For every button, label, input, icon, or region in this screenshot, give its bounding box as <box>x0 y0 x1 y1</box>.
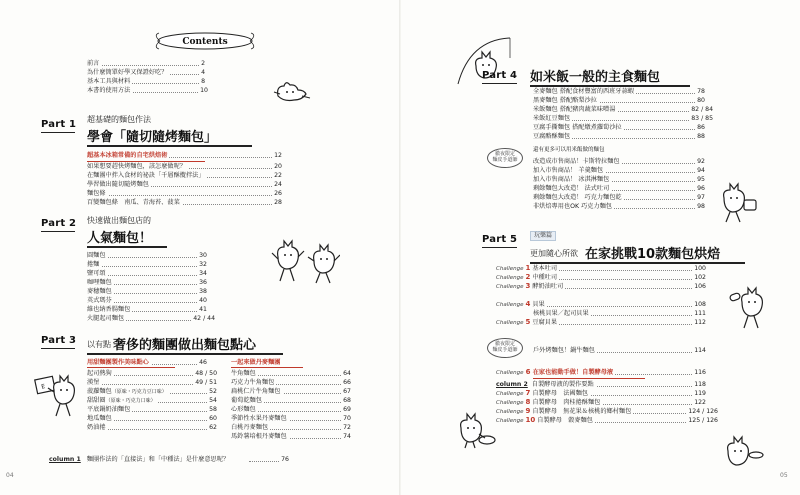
part2-entry[interactable]: 鹽可頌 34 <box>87 270 207 277</box>
part4-arrange-entry[interactable]: 加入市售商品！ 羊羹麵包 94 <box>533 167 705 174</box>
part2-label: Part 2 <box>41 218 77 229</box>
cat-rolling-dough-illustration <box>728 280 778 330</box>
challenge-entry[interactable]: Challenge 10 自製酵母 穀麥麵包 125 / 126 <box>496 416 718 424</box>
part1-title: 學會「隨切隨烤麵包」 <box>87 130 218 145</box>
intro-entry[interactable]: 前言 2 <box>87 60 205 67</box>
part2-entry[interactable]: 英式瑪芬 40 <box>87 297 207 304</box>
intro-entry[interactable]: 為什麼簡單好學又保證好吃？ 4 <box>87 69 205 76</box>
challenge-entry[interactable]: Challenge 4 貝果 108 <box>496 300 706 308</box>
part2-entry[interactable]: 捲麵 32 <box>87 261 207 268</box>
part3-right-entry[interactable]: 季節性水果丹麥麵包 70 <box>231 415 351 422</box>
challenge-entry[interactable]: Challenge 3 酵奶油吐司 106 <box>496 282 706 290</box>
page-fold <box>399 0 401 495</box>
part5-tag: 玩樂篇 <box>530 231 556 241</box>
part3-left-heading[interactable]: 用甜麵團製作美味點心 46 <box>87 359 207 366</box>
challenge-entry[interactable]: 核桃貝果／起司貝果 111 <box>533 310 706 317</box>
right-page-number: 05 <box>780 472 788 479</box>
part2-entry[interactable]: 咖哩麵包 36 <box>87 279 207 286</box>
part4-entry[interactable]: 豆腐酪酥麵包 88 <box>533 133 705 140</box>
part3-left-entry[interactable]: 起司熱狗 48 / 50 <box>87 370 217 377</box>
part4-title: 如米飯一般的主食麵包 <box>530 70 661 85</box>
cat-illustration <box>272 78 312 104</box>
part5-label: Part 5 <box>482 234 518 245</box>
part2-entry[interactable]: 火腿起司麵包 42 / 44 <box>87 315 215 322</box>
part3-right-entry[interactable]: 巧克力牛角麵包 66 <box>231 379 351 386</box>
part3-right-entry[interactable]: 牛角麵包 64 <box>231 370 351 377</box>
part1-red-heading[interactable]: 超基本冰箱常備的自宅烘焙術 12 <box>87 152 282 159</box>
challenge-entry[interactable]: Challenge 8 自製酵母 肉桂捲酥麵包 122 <box>496 398 706 406</box>
part4-entry[interactable]: 米飯麵包 搭配豬肉蔬菜味噌湯 82 / 84 <box>533 106 713 113</box>
part4-arrange-entry[interactable]: 剩餘麵包大改造！ 巧克力麵包乾 97 <box>533 194 705 201</box>
challenge-entry[interactable]: Challenge 5 豆腐貝果 112 <box>496 318 706 326</box>
challenge-entry[interactable]: Challenge 7 自製酵母 法國麵包 119 <box>496 389 706 397</box>
part1-title-rule <box>87 145 252 147</box>
challenge-red-underline <box>533 378 645 379</box>
part3-left-entry[interactable]: 漢堡 49 / 51 <box>87 379 217 386</box>
part3-right-entry[interactable]: 扁桃仁片牛角麵包 67 <box>231 388 351 395</box>
part3-left-entry[interactable]: 奶油捲 62 <box>87 424 217 431</box>
part4-entry[interactable]: 黑麥麵包 搭配酪梨沙拉 80 <box>533 97 705 104</box>
left-page-number: 04 <box>6 472 14 479</box>
column1-entry[interactable]: column 1 麵團作法的「直接法」和「中種法」是什麼意思呢？ 76 <box>49 456 289 463</box>
part2-entry[interactable]: 維也納香腸麵包 41 <box>87 306 207 313</box>
part2-entry[interactable]: 麥穗麵包 38 <box>87 288 207 295</box>
part5-badge: 徹夜限定 麵皮手道師 <box>487 338 523 358</box>
column1-label: column 1 <box>49 456 81 463</box>
column2-label: column 2 <box>496 381 528 388</box>
challenge-entry[interactable]: Challenge 9 自製酵母 無花果＆核桃的鄉村麵包 124 / 126 <box>496 407 718 415</box>
part1-rule <box>41 132 75 133</box>
part3-left-entry[interactable]: 菠蘿麵包（原味・巧克力豆口味） 52 <box>87 388 217 395</box>
part1-entry[interactable]: 麵包條 26 <box>87 190 282 197</box>
cat-cooking-illustration <box>455 410 497 450</box>
part2-title: 人氣麵包！ <box>87 231 153 246</box>
part3-title: 奢侈的麵團做出麵包點心 <box>113 338 257 353</box>
part1-entry[interactable]: 學習做出隨切隨烤麵包 24 <box>87 181 282 188</box>
column2-entry[interactable]: column 2 自製酵母液的製作要點 118 <box>496 381 706 388</box>
svg-text:E: E <box>40 383 46 391</box>
part1-entry[interactable]: 在麵團中拌入食材的祕訣「千層酥攪拌法」 22 <box>87 172 282 179</box>
intro-entry[interactable]: 本書的使用方法 10 <box>87 87 208 94</box>
part3-right-underline <box>231 367 303 368</box>
part3-left-entry[interactable]: 甜甜圈（原味・巧克力口味） 54 <box>87 397 217 404</box>
part3-left-underline <box>87 367 175 368</box>
part3-label: Part 3 <box>41 335 77 346</box>
intro-entry[interactable]: 基本工具與材料 8 <box>87 78 205 85</box>
part3-right-entry[interactable]: 葡萄乾麵包 68 <box>231 397 351 404</box>
part3-right-entry[interactable]: 白桃丹麥麵包 72 <box>231 424 351 431</box>
challenge-entry-red[interactable]: Challenge 6 在家也能動手做！自製酵母液 116 <box>496 368 706 376</box>
part1-subtitle: 超基礎的麵包作法 <box>87 115 151 124</box>
contents-title-badge <box>155 31 255 51</box>
part3-title-prefix: 以有點 <box>87 340 111 349</box>
part2-title-rule <box>87 246 167 248</box>
part1-entry[interactable]: 百變麵包條 南瓜、青海苔、菠菜 28 <box>87 199 282 206</box>
part5-rule <box>482 247 517 248</box>
contents-title: Contents <box>182 37 228 47</box>
part1-label: Part 1 <box>41 119 77 130</box>
part3-left-entry[interactable]: 地瓜麵包 60 <box>87 415 217 422</box>
part3-title-rule <box>87 353 283 355</box>
part4-arrange-entry[interactable]: 剩餘麵包大改造！ 法式吐司 96 <box>533 185 705 192</box>
part4-label: Part 4 <box>482 70 518 81</box>
part3-right-entry[interactable]: 心形麵包 69 <box>231 406 351 413</box>
cat-with-basket-illustration <box>718 180 758 224</box>
part2-entry[interactable]: 圓麵包 30 <box>87 252 207 259</box>
part4-entry[interactable]: 米飯紅豆麵包 83 / 85 <box>533 115 713 122</box>
part4-arrange-entry[interactable]: 加入市售商品！ 冰淇淋麵包 95 <box>533 176 705 183</box>
part4-entry[interactable]: 豆腐手撕麵包 搭配燉煮蘿蔔沙拉 86 <box>533 124 705 131</box>
part2-rule <box>41 231 75 232</box>
part3-left-entry[interactable]: 平底鍋奶油麵包 58 <box>87 406 217 413</box>
part5-title-prefix: 更加隨心所欲 <box>530 249 578 258</box>
cat-with-sign-illustration <box>32 370 78 418</box>
part1-entry[interactable]: 如果想要趕快烤麵包，該怎麼做呢？ 20 <box>87 163 282 170</box>
challenge-entry[interactable]: 戶外烤麵包！鍋牛麵包 114 <box>533 347 706 354</box>
part3-right-heading[interactable]: 一起來做丹麥麵團 <box>231 359 281 366</box>
part4-entry[interactable]: 全麥麵包 搭配食材豐富的西班牙蒜蝦 78 <box>533 88 705 95</box>
two-cats-illustration <box>270 235 340 285</box>
part4-badge: 徹夜限定 麵皮手道師 <box>487 148 523 168</box>
part5-title: 在家挑戰10款麵包烘焙 <box>585 247 721 262</box>
challenge-entry[interactable]: Challenge 1 基本吐司 100 <box>496 264 706 272</box>
cat-with-dish-illustration <box>722 435 764 471</box>
part2-subtitle: 快速做出麵包店的 <box>87 216 151 225</box>
part4-arrange-entry[interactable]: 改造成市售商品！卡斯特拉麵包 92 <box>533 158 705 165</box>
part3-rule <box>41 348 75 349</box>
part4-arrange-entry[interactable]: 非烘焙專用也OK 巧克力麵包 98 <box>533 203 705 210</box>
part4-arrange-heading: 還有更多可以用米飯做的麵包 <box>533 147 605 153</box>
part3-right-entry[interactable]: 馬鈴薯培根丹麥麵包 74 <box>231 433 351 440</box>
part4-rule <box>482 83 517 84</box>
challenge-entry[interactable]: Challenge 2 中種吐司 102 <box>496 273 706 281</box>
